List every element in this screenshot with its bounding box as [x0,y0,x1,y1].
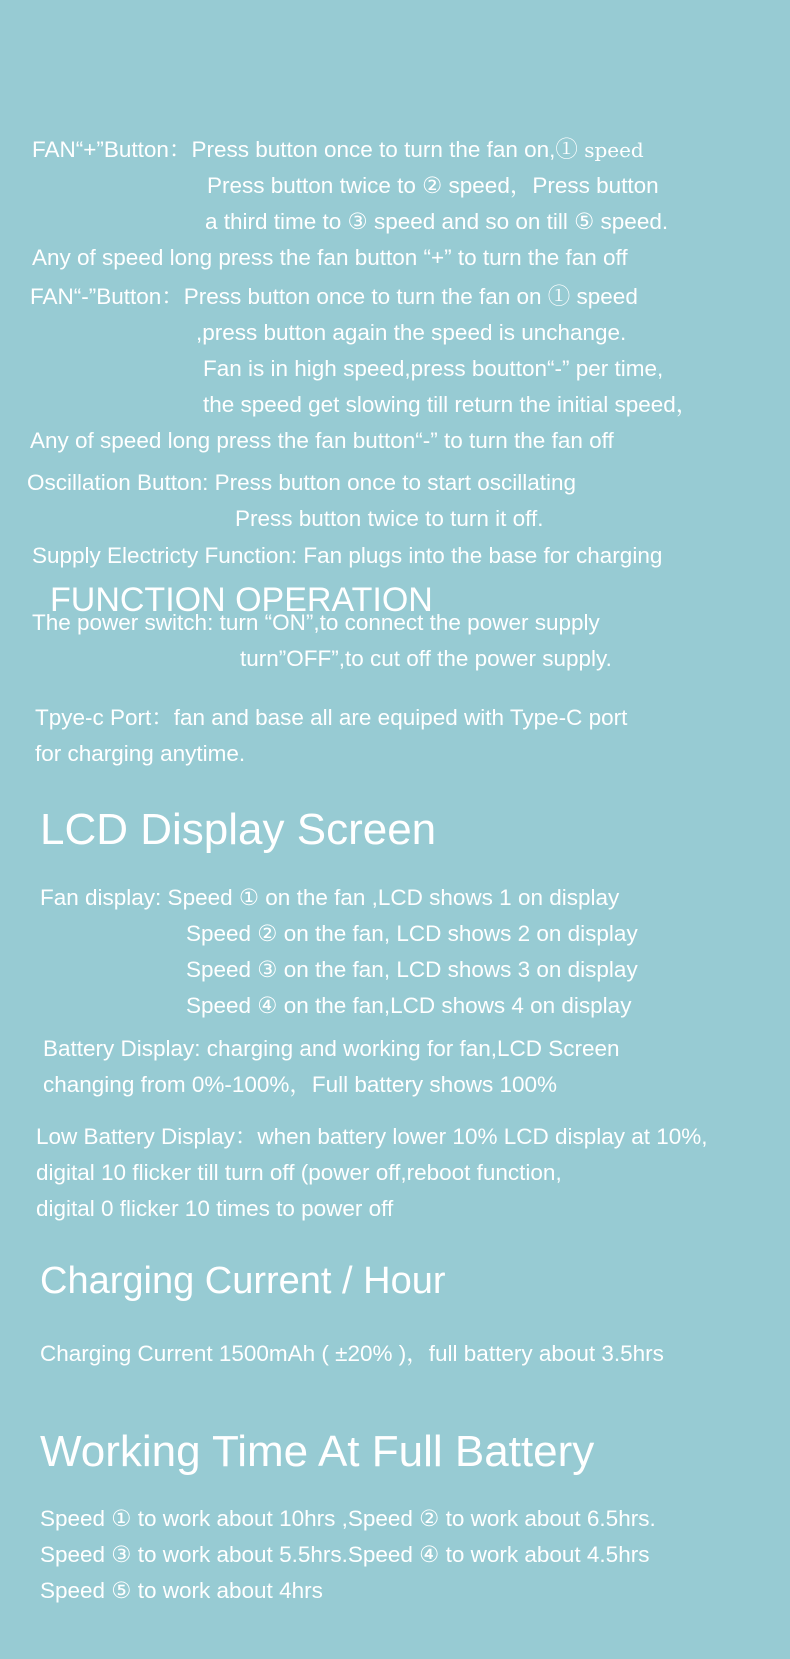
working-line-2: Speed ③ to work about 5.5hrs.Speed ④ to work about 4.5hrs [40,1542,650,1567]
fan-minus-line-1: FAN“-”Button：Press button once to turn the fan on ① speed [30,284,638,309]
fan-plus-speed-word: speed [584,138,644,162]
function-operation-title: FUNCTION OPERATION [50,581,433,619]
fan-plus-line-3: a third time to ③ speed and so on till ⑤ speed. [205,209,669,234]
power-switch-line-2: turn”OFF”,to cut off the power supply. [240,646,612,671]
working-line-1: Speed ① to work about 10hrs ,Speed ② to work about 6.5hrs. [40,1506,656,1531]
lcd-fan-display-4: Speed ④ on the fan,LCD shows 4 on display [186,993,632,1018]
fan-plus-line-4: Any of speed long press the fan button “+” to turn the fan off [32,245,628,270]
lcd-fan-display-2: Speed ② on the fan, LCD shows 2 on display [186,921,638,946]
lcd-low-battery-3: digital 0 flicker 10 times to power off [36,1196,394,1221]
charging-text: Charging Current 1500mAh ( ±20% )，full battery about 3.5hrs [40,1341,664,1366]
fan-minus-line-4: the speed get slowing till return the initial speed， [203,392,699,417]
oscillation-line-2: Press button twice to turn it off. [235,506,544,531]
power-switch-line-1: The power switch: turn “ON”,to connect the power supply [32,610,600,635]
supply-function: Supply Electricty Function: Fan plugs into the base for charging [32,543,663,568]
fan-plus-line-1 [32,132,644,168]
fan-plus-line-2: Press button twice to ② speed，Press button [207,173,659,198]
lcd-title: LCD Display Screen [40,805,437,854]
lcd-low-battery-1: Low Battery Display：when battery lower 10% LCD display at 10%, [36,1124,708,1149]
working-title: Working Time At Full Battery [40,1427,595,1476]
fan-plus-text: Press button once to turn the fan on,① [191,137,585,162]
lcd-fan-display-3: Speed ③ on the fan, LCD shows 3 on display [186,957,638,982]
lcd-battery-display-1: Battery Display: charging and working for fan,LCD Screen [43,1036,620,1061]
typec-line-2: for charging anytime. [35,741,246,766]
typec-line-1: Tpye-c Port：fan and base all are equiped with Type-C port [35,705,628,730]
lcd-battery-display-2: changing from 0%-100%，Full battery shows 100% [43,1072,558,1097]
charging-title: Charging Current / Hour [40,1260,446,1302]
fan-minus-line-5: Any of speed long press the fan button“-” to turn the fan off [30,428,614,453]
working-line-3: Speed ⑤ to work about 4hrs [40,1578,323,1603]
oscillation-line-1: Oscillation Button: Press button once to start oscillating [27,470,577,495]
fan-plus-label: FAN“+”Button： [32,137,192,162]
fan-minus-line-2: ,press button again the speed is unchange. [196,320,627,345]
lcd-low-battery-2: digital 10 flicker till turn off (power off,reboot function, [36,1160,562,1185]
lcd-fan-display-1: Fan display: Speed ① on the fan ,LCD shows 1 on display [40,885,620,910]
fan-minus-line-3: Fan is in high speed,press boutton“-” per time, [203,356,664,381]
